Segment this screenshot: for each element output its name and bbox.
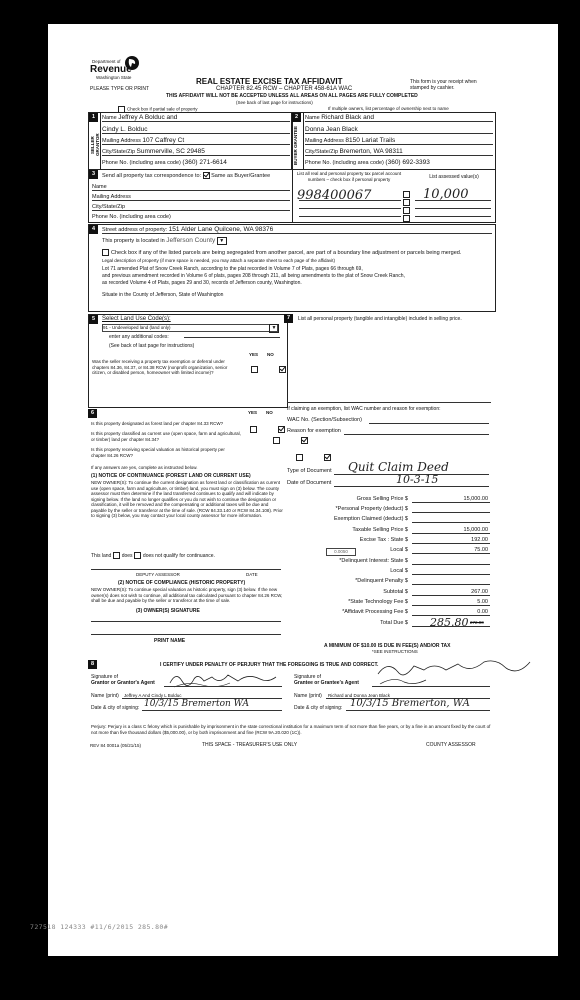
- fee-value[interactable]: 15,000.00: [463, 496, 488, 502]
- does-label: does: [121, 552, 133, 559]
- fee-label: *Personal Property (deduct) $: [335, 506, 408, 512]
- affidavit-page: [30, 24, 558, 956]
- section-number: 4: [89, 225, 98, 234]
- grantee-print-label: Name (print): [294, 693, 322, 699]
- grantor-print-name[interactable]: Jeffrey A And Cindy L Bolduc: [124, 693, 182, 698]
- located-label: This property is located in: [102, 238, 165, 244]
- see-back-note: (See back of last page for instructions): [109, 343, 195, 349]
- mail-label: Mailing Address: [102, 138, 141, 144]
- personal-property-checkbox-3[interactable]: [403, 207, 410, 214]
- land-use-label: Select Land Use Code(s):: [102, 316, 171, 322]
- does-checkbox[interactable]: [113, 552, 120, 559]
- buyer-side-label: BUYER GRANTEE: [293, 125, 298, 165]
- grantee-date-city[interactable]: 10/3/15 Bremerton, WA: [350, 698, 470, 709]
- assessed-value[interactable]: 10,000: [423, 187, 469, 202]
- notice-compliance-text: NEW OWNER(S): To continue special valuation as historic property, sign (3) below. If the new owner(s) does not wish to continue, all additional tax calculated pursuant to chapter 84.26 RCW, shall be due and payable by the seller or transferor at the time of sale.: [91, 587, 283, 603]
- buyer-phone[interactable]: (360) 692-3393: [385, 159, 430, 166]
- fee-value[interactable]: 5.00: [477, 599, 488, 605]
- current-use-question: Is this property classified as current use (open space, farm and agricultural, or timber) land per chapter 84.34?: [91, 431, 241, 442]
- grantor-print-label: Name (print): [91, 693, 119, 699]
- grantee-signature-icon[interactable]: [374, 656, 534, 688]
- phone-label: Phone No. (including area code): [92, 214, 171, 220]
- seller-mail[interactable]: 107 Caffrey Ct: [142, 137, 185, 144]
- personal-property-checkbox-2[interactable]: [403, 199, 410, 206]
- forest-question: Is this property designated as forest land per chapter 84.33 RCW?: [91, 421, 224, 426]
- forest-yes-checkbox[interactable]: [250, 426, 257, 433]
- fee-label: Gross Selling Price $: [356, 496, 408, 502]
- does-not-label: does not: [142, 552, 163, 559]
- seller-phone[interactable]: (360) 271-6614: [182, 159, 227, 166]
- fees-section: [284, 314, 494, 632]
- list-personal-property: List all personal property (tangible and intangible) included in selling price.: [298, 316, 462, 322]
- land-use-dropdown-icon[interactable]: ▼: [269, 324, 279, 333]
- certify-statement: I CERTIFY UNDER PENALTY OF PERJURY THAT THE FOREGOING IS TRUE AND CORRECT.: [160, 662, 379, 668]
- mail-label: Mailing Address: [305, 138, 344, 144]
- land-use-section: [88, 314, 288, 408]
- forest-land-section: [88, 409, 286, 624]
- legal-line-4: Situate in the County of Jefferson, State of Washington: [102, 292, 224, 298]
- buyer-city[interactable]: Bremerton, WA 98311: [339, 148, 403, 155]
- minimum-fee-note: A MINIMUM OF $10.00 IS DUE IN FEE(S) AND/OR TAX: [324, 643, 451, 649]
- land-use-value: 91 - Undeveloped land (land only): [103, 325, 171, 330]
- street-label: Street address of property:: [102, 227, 168, 233]
- street-address[interactable]: 151 Alder Lane Quilcene, WA 98376: [168, 226, 274, 233]
- receipt-note: This form is your receipt when stamped by cashier.: [410, 79, 477, 91]
- does-not-checkbox[interactable]: [134, 552, 141, 559]
- seller-side-label: SELLER GRANTOR: [90, 133, 100, 157]
- fee-label-total: Total Due $: [380, 620, 408, 626]
- grantor-date-label: Date & city of signing:: [91, 705, 140, 711]
- seller-name-1[interactable]: Jeffrey A Bolduc and: [118, 114, 178, 121]
- form-title: REAL ESTATE EXCISE TAX AFFIDAVIT: [196, 77, 343, 86]
- treasurer-note: THIS SPACE - TREASURER'S USE ONLY: [202, 742, 298, 748]
- dor-logo: [90, 55, 160, 89]
- fee-label: Exemption Claimed (deduct) $: [334, 516, 408, 522]
- total-due-struck: 272.00: [470, 620, 484, 625]
- form-chapter: CHAPTER 82.45 RCW – CHAPTER 458-61A WAC: [216, 86, 353, 92]
- doc-date-label: Date of Document: [287, 480, 332, 486]
- wac-label: WAC No. (Section/Subsection): [287, 417, 362, 423]
- fee-label: Taxable Selling Price $: [352, 527, 408, 533]
- parcel-number[interactable]: 998400067: [297, 188, 372, 203]
- buyer-section: [291, 112, 496, 170]
- seller-section: [88, 112, 293, 170]
- same-as-buyer-checkbox[interactable]: [203, 172, 210, 179]
- yes-header: YES: [249, 352, 259, 357]
- fee-value[interactable]: 267.00: [471, 589, 488, 595]
- fee-label: *Delinquent Interest: State $: [339, 558, 408, 564]
- name-label: Name: [305, 115, 320, 121]
- legal-line-2: and previous amendment recorded in Volume 6 of plats, pages 208 through 211, all being amendments to the plat of Snow Creek Ranch,: [102, 273, 405, 279]
- section-number: 2: [292, 113, 301, 122]
- grantor-date-city[interactable]: 10/3/15 Bremerton WA: [144, 699, 249, 709]
- qualify-label: qualify for continuance.: [163, 552, 215, 559]
- doc-type-label: Type of Document: [287, 468, 332, 474]
- personal-property-checkbox-1[interactable]: [403, 191, 410, 198]
- fee-value[interactable]: 75.00: [474, 547, 488, 553]
- county-dropdown-icon[interactable]: ▼: [217, 237, 227, 245]
- exemption-question: Was the seller receiving a property tax exemption or deferral under chapters 84.36, 84.37, or 84.38 RCW (nonprofit organization, senior citizen, or disabled person, homeowner with limited income)?: [92, 359, 228, 375]
- q1-yes-checkbox[interactable]: [251, 366, 258, 373]
- same-as-buyer-label: Same as Buyer/Grantee: [211, 172, 271, 179]
- no-header: NO: [267, 352, 274, 357]
- fee-label: *State Technology Fee $: [348, 599, 408, 605]
- please-type: PLEASE TYPE OR PRINT: [90, 86, 150, 92]
- this-land-label: This land: [91, 552, 112, 559]
- fee-value[interactable]: 15,000.00: [463, 527, 488, 533]
- deputy-assessor-label: DEPUTY ASSESSOR: [136, 572, 180, 577]
- buyer-name-1[interactable]: Richard Black and: [321, 114, 374, 121]
- fee-value[interactable]: 0.00: [477, 609, 488, 615]
- fee-value[interactable]: 192.00: [471, 537, 488, 543]
- total-due-handwritten[interactable]: 285.80: [430, 616, 469, 629]
- fee-label: Subtotal $: [383, 589, 408, 595]
- section-number: 7: [284, 314, 293, 323]
- local-rate-field[interactable]: 0.0050: [326, 548, 356, 556]
- personal-property-checkbox-4[interactable]: [403, 215, 410, 222]
- parcel-header: List all real and personal property tax parcel account numbers – check box if personal property: [296, 171, 402, 182]
- phone-label: Phone No. (including area code): [102, 160, 181, 166]
- property-section: [88, 224, 496, 312]
- grantor-sig-label: Signature of: [91, 674, 118, 680]
- seller-city[interactable]: Summerville, SC 29485: [136, 148, 205, 155]
- assessed-header: List assessed value(s): [429, 174, 479, 180]
- dept-name: Revenue: [90, 64, 132, 75]
- segregated-checkbox[interactable]: [102, 249, 109, 256]
- fee-label: Local $: [390, 568, 408, 574]
- see-back: (See back of last page for instructions): [236, 100, 313, 105]
- form-warning: THIS AFFIDAVIT WILL NOT BE ACCEPTED UNLESS ALL AREAS ON ALL PAGES ARE FULLY COMPLETED: [166, 93, 418, 99]
- yes-header: YES: [248, 410, 258, 415]
- fee-label: Excise Tax : State $: [359, 537, 408, 543]
- notice-continuance-text: NEW OWNER(S): To continue the current designation as forest land or classification as current use (open space, farm and agriculture, or timber) land, you must sign on (3) below. The county assessor must then determine if the land transferred continues to qualify and will indicate by signing below. If the land no longer qualifies or you do not wish to continue the designation or classification, it will be removed and the compensating or additional taxes will be due and payable by the seller or transferor at the time of sale. (RCW 84.33.140 or RCW 84.34.108). Prior to signing (3) below, you may contact your local county assessor for more information.: [91, 480, 283, 518]
- if-yes-note: If any answers are yes, complete as instructed below.: [91, 465, 198, 470]
- doc-type[interactable]: Quit Claim Deed: [348, 460, 449, 474]
- fee-label: *Affidavit Processing Fee $: [342, 609, 408, 615]
- doc-date[interactable]: 10-3-15: [396, 473, 439, 486]
- legal-line-3: as recorded Volume 4 of Plats, pages 29 and 30, records of Jefferson county, Washington.: [102, 280, 302, 286]
- land-use-select[interactable]: [102, 324, 278, 332]
- city-label: City/State/Zip: [305, 149, 339, 155]
- grantee-agent-label: Grantee or Grantee's Agent: [294, 680, 359, 686]
- signature-section: [88, 660, 494, 722]
- notice-compliance-title: (2) NOTICE OF COMPLIANCE (HISTORIC PROPERTY): [118, 580, 246, 586]
- dept-state: Washington State: [96, 75, 132, 80]
- this-land-row: [91, 552, 215, 559]
- grantee-sig-label: Signature of: [294, 674, 321, 680]
- fee-label: Local $: [390, 547, 408, 553]
- reason-label: Reason for exemption: [287, 428, 341, 434]
- see-instructions: *SEE INSTRUCTIONS: [372, 649, 418, 654]
- section-number: 5: [89, 315, 98, 324]
- buyer-name-2[interactable]: Donna Jean Black: [305, 126, 358, 133]
- name-label: Name: [92, 184, 107, 190]
- grantee-print-name[interactable]: Richard and Donna Jean Black: [328, 693, 391, 698]
- phone-label: Phone No. (including area code): [305, 160, 384, 166]
- dept-line: Department of: [92, 59, 121, 64]
- owner-signature-title: (3) OWNER(S) SIGNATURE: [136, 608, 200, 614]
- exemption-claim-note: If claiming an exemption, list WAC number and reason for exemption:: [287, 406, 441, 412]
- form-revision: REV 84 0001a (05/21/15): [90, 743, 142, 748]
- send-correspondence-label: Send all property tax correspondence to:: [102, 172, 202, 179]
- section-number: 6: [88, 409, 97, 418]
- print-name-label: PRINT NAME: [154, 638, 186, 644]
- county-select[interactable]: Jefferson County: [166, 237, 216, 244]
- city-label: City/State/Zip: [92, 204, 126, 210]
- section-number: 8: [88, 660, 97, 669]
- no-header: NO: [266, 410, 273, 415]
- notice-continuance-title: (1) NOTICE OF CONTINUANCE (FOREST LAND OR CURRENT USE): [91, 473, 251, 479]
- legal-label: Legal description of property (if more space is needed, you may attach a separate sheet to each page of the affidavit): [102, 258, 336, 263]
- county-assessor-note: COUNTY ASSESSOR: [426, 742, 476, 748]
- section-number: 1: [89, 113, 98, 122]
- legal-line-1: Lot 71 amended Plat of Snow Creek Ranch, according to the plat recorded in Volume 7 of Plats, pages 66 through 69,: [102, 266, 363, 272]
- name-label: Name: [102, 115, 117, 121]
- partial-sale-label: Check box if partial sale of property: [127, 106, 198, 112]
- recording-stamp: 727518 124333 #11/6/2015 285.80#: [30, 923, 169, 931]
- city-label: City/State/Zip: [102, 149, 136, 155]
- section-number: 3: [89, 170, 98, 179]
- segregated-label: Check box if any of the listed parcels are being segregated from another parcel, are part of a boundary line adjustment or parcels being merged.: [111, 249, 462, 256]
- correspondence-section: [88, 169, 496, 223]
- multiple-owners-note: If multiple owners, list percentage of ownership next to name: [328, 106, 449, 111]
- mail-label: Mailing Address: [92, 194, 131, 200]
- additional-codes-label: enter any additional codes:: [109, 334, 169, 340]
- fee-label: *Delinquent Penalty $: [355, 578, 408, 584]
- buyer-mail[interactable]: 8150 Lariat Trails: [345, 137, 396, 144]
- current-use-yes-checkbox[interactable]: [273, 437, 280, 444]
- grantor-agent-label: Grantor or Grantor's Agent: [91, 680, 155, 686]
- perjury-note: Perjury: Perjury is a class C felony which is punishable by imprisonment in the state correctional institution for a maximum term of not more than five years, or by a fine in an amount fixed by the court of not more than five thousand dollars ($5,000.00), or by both imprisonment and fine (RCW 9A.20.020 (1C)).: [91, 724, 491, 735]
- grantee-date-label: Date & city of signing:: [294, 705, 343, 711]
- date-label: DATE: [246, 572, 258, 577]
- seller-name-2[interactable]: Cindy L. Bolduc: [102, 126, 148, 133]
- historic-question: Is this property receiving special valuation as historical property per chapter 84.26 RCW?: [91, 447, 225, 458]
